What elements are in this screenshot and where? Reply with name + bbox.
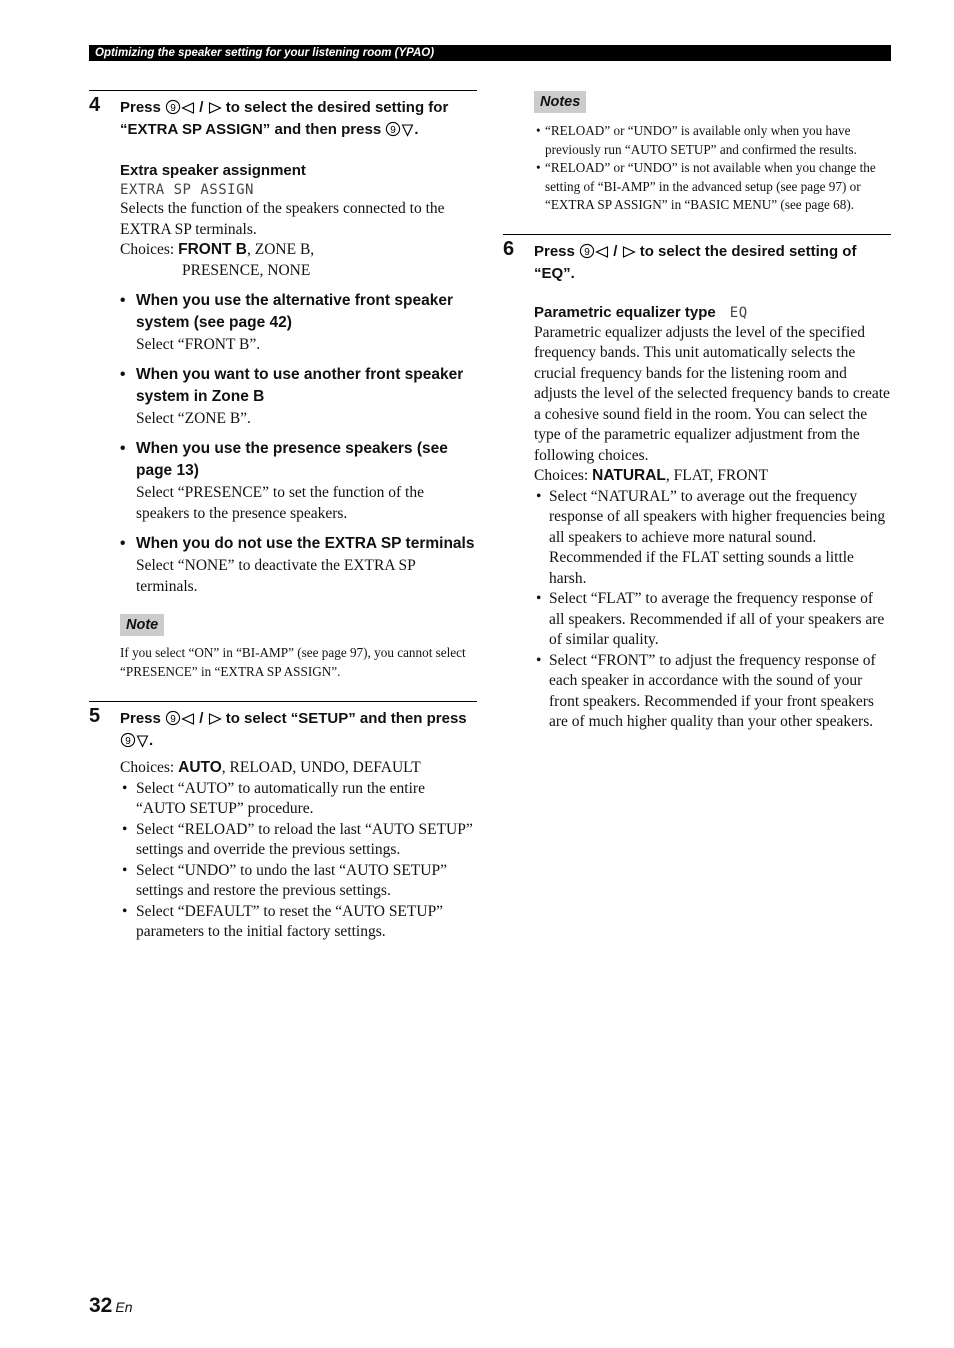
case-body: Select “NONE” to deactivate the EXTRA SP terminals. (136, 557, 416, 595)
case-body: Select “ZONE B”. (136, 410, 251, 427)
svg-text:9: 9 (170, 714, 176, 725)
note-label: Note (120, 614, 164, 636)
right-arrow-icon (208, 712, 222, 726)
notes-box (534, 91, 891, 215)
language-code: En (115, 1299, 133, 1315)
default-choice: AUTO (178, 759, 222, 776)
case-body: Select “FRONT B”. (136, 336, 261, 353)
circled-9-icon (165, 710, 181, 726)
svg-text:9: 9 (390, 125, 397, 136)
step-number: 5 (89, 705, 101, 727)
step-6-body (534, 303, 891, 733)
step-number: 4 (89, 94, 101, 116)
case-title: When you use the alternative front speaker system (see page 42) (136, 292, 453, 331)
step-5-body (120, 758, 477, 943)
setting-heading: Extra speaker assignment (120, 162, 306, 179)
choices-line: Choices: NATURAL, FLAT, FRONT (534, 467, 769, 484)
setting-description: Parametric equalizer adjusts the level of the specified frequency bands. This unit automatically selects the crucial frequency bands for the listening room and adjusts the level of the selected frequency bands to create a cohesive sound field in the room. You can select the type of the parametric equalizer adjustment from the following choices. (534, 323, 890, 464)
note-box (120, 614, 477, 681)
right-arrow-icon (208, 101, 222, 115)
choices-line: Choices: AUTO, RELOAD, UNDO, DEFAULT (120, 759, 421, 776)
case-title: When you want to use another front speaker system in Zone B (136, 366, 464, 405)
svg-text:9: 9 (125, 736, 131, 747)
step-instruction: Press 9 / to select the desired setting for “EXTRA SP ASSIGN” and then press 9 . (120, 99, 449, 138)
header-title: Optimizing the speaker setting for your listening room (YPAO) (95, 47, 435, 59)
option-list (534, 487, 891, 733)
case-title: When you use the presence speakers (see page 13) (136, 440, 448, 479)
choices-line: Choices: FRONT B, ZONE B, (120, 241, 315, 258)
choices-line-continued: PRESENCE, NONE (182, 261, 311, 279)
step-instruction: Press 9 / to select “SETUP” and then press 9 . (120, 710, 467, 749)
list-item: • Select “AUTO” to automatically run the entire “AUTO SETUP” procedure. (120, 779, 477, 820)
default-choice: FRONT B (178, 241, 248, 258)
default-choice: NATURAL (592, 467, 666, 484)
circled-9-icon (120, 732, 136, 748)
case-body: Select “PRESENCE” to set the function of the speakers to the presence speakers. (136, 484, 424, 522)
left-arrow-icon (595, 245, 609, 259)
list-item: • Select “DEFAULT” to reset the “AUTO SETUP” parameters to the initial factory settings. (120, 902, 477, 943)
step-5 (89, 701, 477, 943)
list-item: • “RELOAD” or “UNDO” is not available when you change the setting of “BI-AMP” in the advanced setup (see page 97) or “EXTRA SP ASSIGN” in “BASIC MENU” (see page 68). (534, 159, 891, 215)
lcd-display-text: EQ (729, 304, 748, 321)
svg-text:9: 9 (170, 103, 176, 114)
lcd-display-text: EXTRA SP ASSIGN (120, 182, 254, 198)
step-4 (89, 90, 477, 681)
list-item: • Select “UNDO” to undo the last “AUTO SETUP” settings and restore the previous settings. (120, 861, 477, 902)
case-item: • When you do not use the EXTRA SP terminals Select “NONE” to deactivate the EXTRA SP terminals. (120, 533, 477, 597)
down-arrow-icon (136, 734, 149, 748)
header-bar (89, 45, 891, 61)
note-text: If you select “ON” in “BI-AMP” (see page 97), you cannot select “PRESENCE” in “EXTRA SP ASSIGN”. (120, 645, 466, 679)
circled-9-icon (579, 243, 595, 259)
case-title: When you do not use the EXTRA SP terminals (136, 535, 475, 552)
circled-9-icon (165, 99, 181, 115)
step-6 (503, 234, 891, 733)
list-item: • Select “FLAT” to average the frequency response of all speakers. Recommended if all of your speakers are of similar quality. (534, 589, 891, 651)
left-arrow-icon (181, 712, 195, 726)
right-arrow-icon (622, 245, 636, 259)
page-footer (89, 1294, 132, 1318)
list-item: • Select “NATURAL” to average out the frequency response of all speakers with higher frequencies being all speakers to achieve more natural sound. Recommended if the FLAT setting sounds a little harsh. (534, 487, 891, 590)
list-item: • Select “FRONT” to adjust the frequency response of each speaker in accordance with the sound of your front speakers. Recommended if your front speakers are of much higher quality than your other speakers. (534, 651, 891, 733)
option-list (120, 779, 477, 943)
setting-heading-row (534, 303, 891, 323)
setting-heading: Parametric equalizer type (534, 303, 716, 321)
circled-9-icon (385, 121, 401, 137)
setting-description: Selects the function of the speakers connected to the EXTRA SP terminals. (120, 200, 445, 238)
left-arrow-icon (181, 101, 195, 115)
step-4-body (120, 161, 477, 681)
page-number: 32 (89, 1294, 113, 1317)
case-item: • When you use the presence speakers (see page 13) Select “PRESENCE” to set the function of the speakers to the presence speakers. (120, 438, 477, 524)
list-item: • “RELOAD” or “UNDO” is available only when you have previously run “AUTO SETUP” and confirmed the results. (534, 122, 891, 159)
right-column (503, 91, 891, 733)
step-instruction: Press 9 / to select the desired setting of “EQ”. (534, 242, 857, 282)
svg-text:9: 9 (584, 246, 590, 258)
case-item: • When you want to use another front speaker system in Zone B Select “ZONE B”. (120, 364, 477, 429)
case-item: • When you use the alternative front speaker system (see page 42) Select “FRONT B”. (120, 290, 477, 355)
step-number: 6 (503, 237, 515, 260)
down-arrow-icon (401, 123, 414, 137)
notes-list (534, 122, 891, 215)
notes-label: Notes (534, 91, 586, 113)
list-item: • Select “RELOAD” to reload the last “AUTO SETUP” settings and override the previous settings. (120, 820, 477, 861)
left-column (89, 90, 477, 943)
